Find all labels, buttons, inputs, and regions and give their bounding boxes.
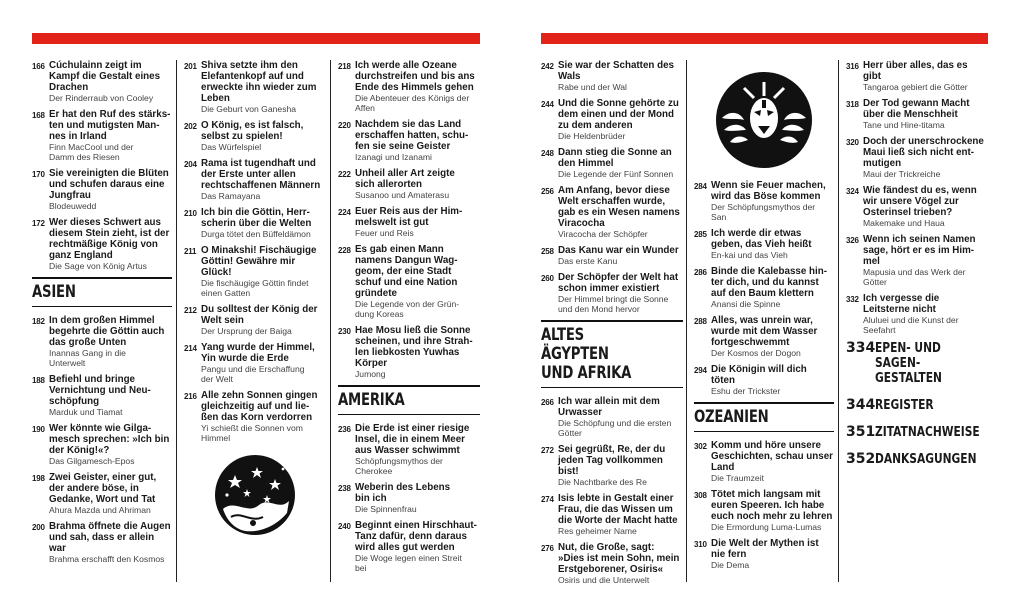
entry-text (201, 120, 326, 152)
page-number: 201 (184, 61, 197, 71)
entry-title: Es gab einen Mann namens Dangun Wag- geom, der eine Stadt schuf und eine Nation gründete (355, 244, 458, 299)
entry-text (355, 482, 480, 514)
entry-title: Ich bin die Göttin, Herr- scherin über die Welten (201, 207, 312, 229)
entry-subtitle: Tangaroa gebiert die Götter (863, 82, 968, 92)
entry-subtitle: Yi schießt die Sonnen vom Himmel (201, 423, 303, 443)
page-number: 200 (32, 522, 45, 532)
entry-title: In dem großen Himmel begehrte die Göttin auch das große Unten (49, 315, 165, 348)
entry-text (49, 374, 172, 417)
entry-title: Shiva setzte ihm den Elefantenkopf auf und erweckte ihn wieder zum Leben (201, 60, 317, 104)
page-number: 212 (184, 305, 197, 315)
page-number: 238 (338, 483, 351, 493)
toc-entry[interactable] (338, 119, 480, 162)
page-number: 202 (184, 121, 197, 131)
entry-text (558, 60, 683, 92)
page-number: 334 (846, 340, 876, 356)
entry-text (558, 542, 683, 585)
page-number: 244 (541, 99, 554, 109)
entry-subtitle: Res geheimer Name (558, 526, 637, 536)
entry-title: Alle zehn Sonnen gingen gleichzeitig auf und lie- ßen das Korn verdorren (201, 390, 318, 423)
page-number: 216 (184, 391, 197, 401)
entry-subtitle: Schöpfungsmythos der Cherokee (355, 456, 443, 476)
entry-title: Ich werde dir etwas geben, das Vieh heißt (711, 228, 812, 250)
toc-column-3 (338, 60, 480, 579)
toc-entry[interactable] (541, 185, 683, 239)
toc-entry[interactable] (338, 520, 480, 573)
entry-subtitle: Der Himmel bringt die Sonne und den Mond hervor (558, 294, 669, 314)
page-number: 198 (32, 473, 45, 483)
page-number: 224 (338, 207, 351, 217)
page-number: 285 (694, 229, 707, 239)
entry-title: Sei gegrüßt, Re, der du jeden Tag vollkommen bist! (558, 444, 666, 477)
entry-text (558, 272, 683, 314)
toc-entry[interactable] (846, 185, 988, 228)
page-number: 351 (846, 424, 876, 440)
entry-text (49, 60, 172, 103)
page-number: 236 (338, 424, 351, 434)
toc-entry[interactable] (184, 304, 326, 336)
entry-subtitle: Izanagi und Izanami (355, 152, 432, 162)
entry-title: Binde die Kalebasse hin- ter dich, und du kannst auf den Baum klettern (711, 266, 827, 299)
page-number: 182 (32, 316, 45, 326)
page-number: 294 (694, 365, 707, 375)
entry-text (711, 180, 834, 222)
toc-entry[interactable] (184, 120, 326, 152)
entry-subtitle: Aluluei und die Kunst der Seefahrt (863, 315, 959, 335)
toc-entry[interactable] (694, 180, 834, 222)
page-number: 242 (541, 61, 554, 71)
entry-subtitle: Die Legende der Fünf Sonnen (558, 169, 674, 179)
entry-text (201, 245, 326, 298)
entry-subtitle: Susanoo und Amaterasu (355, 190, 450, 200)
entry-title: Der Schöpfer der Welt hat schon immer existiert (558, 272, 679, 294)
entry-subtitle: Die Dema (711, 560, 750, 570)
back-matter-title: REGISTER (875, 398, 934, 413)
entry-subtitle: Die Ermordung Luma-Lumas (711, 522, 822, 532)
entry-subtitle: Der Schöpfungsmythos der San (711, 202, 816, 222)
back-matter-entry[interactable] (846, 425, 988, 440)
page-number: 230 (338, 326, 351, 336)
entry-title: Der Tod gewann Macht über die Menschheit (863, 98, 970, 120)
toc-entry[interactable] (541, 245, 683, 266)
entry-text (355, 206, 480, 238)
entry-title: Isis lebte in Gestalt einer Frau, die das Wissen um die Worte der Macht hatte (558, 493, 678, 526)
toc-entry[interactable] (184, 390, 326, 443)
toc-column-6 (846, 60, 988, 479)
entry-text (355, 168, 480, 200)
toc-entry[interactable] (32, 472, 172, 515)
entry-subtitle: Die Traumzeit (711, 473, 765, 483)
entry-text (558, 147, 683, 179)
entry-title: Das Kanu war ein Wunder (558, 245, 679, 256)
page-number: 326 (846, 235, 859, 245)
night-sky-globe-icon (184, 453, 326, 537)
toc-column-4 (541, 60, 683, 591)
toc-entry[interactable] (694, 489, 834, 532)
entry-title: Komm und höre unsere Geschichten, schau unser Land (711, 440, 833, 473)
entry-title: Wie fändest du es, wenn wir unsere Vögel zur Osterinsel trieben? (863, 185, 977, 218)
entry-subtitle: Die Heldenbrüder (558, 131, 626, 141)
toc-entry[interactable] (32, 315, 172, 368)
page-number: 274 (541, 494, 554, 504)
entry-text (711, 538, 834, 570)
entry-text (863, 98, 988, 130)
entry-title: Er hat den Ruf des stärks- ten und mutigsten Man- nes in Irland (49, 109, 171, 142)
entry-title: Herr über alles, das es gibt (863, 60, 968, 82)
entry-subtitle: Die Legende von der Grün- dung Koreas (355, 299, 460, 319)
page-number: 240 (338, 521, 351, 531)
toc-entry[interactable] (338, 244, 480, 319)
toc-entry[interactable] (541, 147, 683, 179)
toc-entry[interactable] (32, 168, 172, 211)
entry-title: Wenn ich seinen Namen sage, hört er es im Him- mel (863, 234, 976, 267)
entry-text (201, 60, 326, 114)
entry-subtitle: Marduk und Tiamat (49, 407, 123, 417)
toc-entry[interactable] (541, 493, 683, 536)
entry-subtitle: Finn MacCool und der Damm des Riesen (49, 142, 134, 162)
entry-text (711, 489, 834, 532)
entry-text (49, 217, 172, 271)
entry-text (863, 293, 988, 335)
section-title: AMERIKA (338, 390, 405, 410)
page-number: 318 (846, 99, 859, 109)
entry-title: Brahma öffnete die Augen und sah, dass er allein war (49, 521, 171, 554)
entry-text (355, 119, 480, 162)
entry-subtitle: Ahura Mazda und Ahriman (49, 505, 151, 515)
page-number: 352 (846, 451, 876, 467)
entry-text (201, 390, 326, 443)
toc-entry[interactable] (846, 136, 988, 179)
entry-text (355, 244, 480, 319)
entry-subtitle: Maui der Trickreiche (863, 169, 941, 179)
page-number: 310 (694, 539, 707, 549)
entry-subtitle: Anansi die Spinne (711, 299, 781, 309)
entry-subtitle: Die Abenteuer des Königs der Affen (355, 93, 470, 113)
page-number: 320 (846, 137, 859, 147)
entry-subtitle: Die Geburt von Ganesha (201, 104, 297, 114)
page-number: 302 (694, 441, 707, 451)
section-heading (541, 320, 683, 388)
toc-column-1 (32, 60, 172, 570)
toc-column-5 (694, 60, 834, 576)
entry-subtitle: Mapusia und das Werk der Götter (863, 267, 966, 287)
toc-entry[interactable] (338, 423, 480, 476)
entry-subtitle: Tane und Hine-titama (863, 120, 945, 130)
entry-title: Sie vereinigten die Blüten und schufen daraus eine Jungfrau (49, 168, 169, 201)
entry-subtitle: Die Schöpfung und die ersten Götter (558, 418, 672, 438)
entry-title: Dann stieg die Sonne an den Himmel (558, 147, 672, 169)
entry-title: Euer Reis aus der Him- melswelt ist gut (355, 206, 463, 228)
entry-text (558, 493, 683, 536)
column-divider (330, 60, 331, 582)
entry-subtitle: Die fischäugige Göttin findet einen Gatten (201, 278, 309, 298)
entry-text (558, 444, 683, 487)
page-number: 220 (338, 120, 351, 130)
entry-title: Du solltest der König der Welt sein (201, 304, 318, 326)
entry-title: Nut, die Große, sagt: »Dies ist mein Sohn, mein Erstgeborener, Osiris« (558, 542, 680, 575)
toc-entry[interactable] (694, 266, 834, 309)
toc-entry[interactable] (846, 60, 988, 92)
entry-subtitle: Das Würfelspiel (201, 142, 262, 152)
entry-subtitle: Osiris und die Unterwelt (558, 575, 650, 585)
right-page-red-bar (541, 33, 988, 44)
entry-text (355, 325, 480, 379)
entry-text (355, 423, 480, 476)
entry-text (201, 207, 326, 239)
page-number: 260 (541, 273, 554, 283)
entry-subtitle: Die Woge legen einen Streit bei (355, 553, 462, 573)
page-number: 166 (32, 61, 45, 71)
entry-text (49, 423, 172, 466)
entry-text (201, 342, 326, 384)
toc-entry[interactable] (184, 245, 326, 298)
section-title: ALTES ÄGYPTEN UND AFRIKA (541, 325, 632, 383)
entry-text (863, 185, 988, 228)
entry-subtitle: Das Gilgamesch-Epos (49, 456, 135, 466)
toc-entry[interactable] (184, 207, 326, 239)
toc-entry[interactable] (541, 444, 683, 487)
back-matter-title: EPEN- UND SAGEN- GESTALTEN (875, 341, 943, 386)
back-matter-title: ZITATNACHWEISE (875, 425, 980, 440)
entry-text (355, 520, 480, 573)
entry-title: Ich werde alle Ozeane durchstreifen und bis ans Ende des Himmels gehen (355, 60, 475, 93)
page-number: 288 (694, 316, 707, 326)
section-heading (338, 385, 480, 415)
entry-subtitle: Blodeuwedd (49, 201, 97, 211)
page-number: 172 (32, 218, 45, 228)
page-number: 170 (32, 169, 45, 179)
entry-subtitle: Die Nachtbarke des Re (558, 477, 647, 487)
page-number: 308 (694, 490, 707, 500)
toc-entry[interactable] (338, 206, 480, 238)
toc-entry[interactable] (32, 374, 172, 417)
entry-subtitle: Inannas Gang in die Unterwelt (49, 348, 126, 368)
page-number: 204 (184, 159, 197, 169)
entry-title: Hae Mosu ließ die Sonne scheinen, und ihre Strah- len liebkosten Yuwhas Körper (355, 325, 473, 369)
entry-title: Zwei Geister, einer gut, der andere böse, in Gedanke, Wort und Tat (49, 472, 157, 505)
entry-subtitle: Die Spinnenfrau (355, 504, 417, 514)
toc-entry[interactable] (541, 98, 683, 141)
page-number: 210 (184, 208, 197, 218)
entry-text (49, 521, 172, 564)
toc-entry[interactable] (32, 423, 172, 466)
entry-title: Unheil aller Art zeigte sich allerorten (355, 168, 455, 190)
entry-title: Ich war allein mit dem Urwasser (558, 396, 660, 418)
toc-entry[interactable] (338, 60, 480, 113)
entry-subtitle: Das Ramayana (201, 191, 261, 201)
entry-text (49, 472, 172, 515)
entry-text (558, 396, 683, 438)
toc-entry[interactable] (541, 542, 683, 585)
page-number: 218 (338, 61, 351, 71)
entry-title: O Minakshi! Fischäugige Göttin! Gewähre mir Glück! (201, 245, 317, 278)
entry-text (711, 228, 834, 260)
back-matter-entry[interactable] (846, 398, 988, 413)
entry-text (863, 234, 988, 287)
page-number: 266 (541, 397, 554, 407)
toc-entry[interactable] (32, 521, 172, 564)
toc-entry[interactable] (32, 60, 172, 103)
entry-subtitle: Der Kosmos der Dogon (711, 348, 801, 358)
page-number: 222 (338, 169, 351, 179)
section-heading (32, 277, 172, 307)
entry-title: Wer dieses Schwert aus diesem Stein zieht, ist der rechtmäßige König von ganz England (49, 217, 170, 261)
toc-entry[interactable] (846, 293, 988, 335)
entry-subtitle: Die Sage von König Artus (49, 261, 147, 271)
entry-text (558, 245, 683, 266)
column-divider (176, 60, 177, 582)
entry-text (355, 60, 480, 113)
entry-text (201, 158, 326, 201)
entry-title: Doch der unerschrockene Maui ließ sich nicht ent- mutigen (863, 136, 984, 169)
page-number: 258 (541, 246, 554, 256)
page-number: 190 (32, 424, 45, 434)
page-number: 168 (32, 110, 45, 120)
page-number: 256 (541, 186, 554, 196)
section-title: OZEANIEN (694, 407, 769, 427)
section-heading (694, 402, 834, 432)
entry-title: Ich vergesse die Leitsterne nicht (863, 293, 940, 315)
entry-subtitle: Eshu der Trickster (711, 386, 781, 396)
entry-title: Befiehl und bringe Vernichtung und Neu- schöpfung (49, 374, 151, 407)
entry-title: Und die Sonne gehörte zu dem einen und der Mond zu dem anderen (558, 98, 679, 131)
page-number: 284 (694, 181, 707, 191)
entry-title: Yang wurde der Himmel, Yin wurde die Erde (201, 342, 315, 364)
page-number: 332 (846, 294, 859, 304)
entry-title: Rama ist tugendhaft und der Erste unter allen rechtschaffenen Männern (201, 158, 321, 191)
entry-title: Beginnt einen Hirschhaut- Tanz dafür, denn daraus wird alles gut werden (355, 520, 477, 553)
page-number: 228 (338, 245, 351, 255)
entry-text (558, 185, 683, 239)
entry-title: Cúchulainn zeigt im Kampf die Gestalt eines Drachen (49, 60, 161, 93)
page-number: 316 (846, 61, 859, 71)
entry-subtitle: Pangu und die Erschaffung der Welt (201, 364, 305, 384)
page-number: 344 (846, 397, 876, 413)
toc-entry[interactable] (338, 168, 480, 200)
entry-title: Die Erde ist einer riesige Insel, die in einem Meer aus Wasser schwimmt (355, 423, 470, 456)
entry-text (711, 440, 834, 483)
entry-text (863, 60, 988, 92)
entry-title: Wer könnte wie Gilga- mesch sprechen: »Ich bin der König!«? (49, 423, 170, 456)
entry-title: Am Anfang, bevor diese Welt erschaffen wurde, gab es ein Wesen namens Viracocha (558, 185, 680, 229)
toc-entry[interactable] (694, 538, 834, 570)
entry-text (49, 109, 172, 162)
left-page-red-bar (32, 33, 480, 44)
toc-entry[interactable] (694, 315, 834, 358)
entry-title: O König, es ist falsch, selbst zu spielen! (201, 120, 304, 142)
toc-column-2 (184, 60, 326, 547)
entry-subtitle: En-kai und das Vieh (711, 250, 788, 260)
toc-entry[interactable] (338, 325, 480, 379)
column-divider (838, 60, 839, 582)
toc-entry[interactable] (541, 60, 683, 92)
toc-entry[interactable] (32, 217, 172, 271)
entry-title: Sie war der Schatten des Wals (558, 60, 674, 82)
entry-text (49, 168, 172, 211)
toc-entry[interactable] (694, 364, 834, 396)
page-number: 272 (541, 445, 554, 455)
entry-title: Tötet mich langsam mit euren Speeren. Ich habe euch noch mehr zu lehren (711, 489, 833, 522)
toc-entry[interactable] (846, 98, 988, 130)
back-matter-entry[interactable] (846, 341, 988, 386)
winged-mask-icon (694, 70, 834, 170)
entry-title: Weberin des Lebens bin ich (355, 482, 451, 504)
column-divider (686, 60, 687, 582)
entry-text (863, 136, 988, 179)
page-number: 276 (541, 543, 554, 553)
page-number: 214 (184, 343, 197, 353)
page-number: 286 (694, 267, 707, 277)
page-number: 324 (846, 186, 859, 196)
entry-title: Wenn sie Feuer machen, wird das Böse kommen (711, 180, 826, 202)
toc-entry[interactable] (32, 109, 172, 162)
entry-subtitle: Jumong (355, 369, 386, 379)
entry-subtitle: Der Ursprung der Baiga (201, 326, 292, 336)
entry-subtitle: Brahma erschafft den Kosmos (49, 554, 165, 564)
toc-entry[interactable] (846, 234, 988, 287)
entry-subtitle: Das erste Kanu (558, 256, 618, 266)
toc-entry[interactable] (694, 440, 834, 483)
entry-text (201, 304, 326, 336)
toc-entry[interactable] (184, 60, 326, 114)
entry-text (711, 364, 834, 396)
entry-title: Nachdem sie das Land erschaffen hatten, schu- fen sie seine Geister (355, 119, 469, 152)
section-title: ASIEN (32, 282, 76, 302)
toc-entry[interactable] (184, 342, 326, 384)
entry-subtitle: Der Rinderraub von Cooley (49, 93, 154, 103)
toc-entry[interactable] (184, 158, 326, 201)
entry-subtitle: Feuer und Reis (355, 228, 414, 238)
page-number: 188 (32, 375, 45, 385)
entry-subtitle: Viracocha der Schöpfer (558, 229, 648, 239)
page-number: 248 (541, 148, 554, 158)
toc-entry[interactable] (541, 396, 683, 438)
toc-entry[interactable] (694, 228, 834, 260)
entry-text (49, 315, 172, 368)
entry-subtitle: Durga tötet den Büffeldämon (201, 229, 311, 239)
entry-text (711, 315, 834, 358)
back-matter-title: DANKSAGUNGEN (875, 452, 977, 467)
entry-subtitle: Rabe und der Wal (558, 82, 627, 92)
toc-entry[interactable] (338, 482, 480, 514)
entry-title: Die Königin will dich töten (711, 364, 807, 386)
back-matter-entry[interactable] (846, 452, 988, 467)
entry-title: Alles, was unrein war, wurde mit dem Wasser fortgeschwemmt (711, 315, 818, 348)
entry-text (558, 98, 683, 141)
entry-text (711, 266, 834, 309)
entry-subtitle: Makemake und Haua (863, 218, 945, 228)
entry-title: Die Welt der Mythen ist nie fern (711, 538, 819, 560)
toc-entry[interactable] (541, 272, 683, 314)
page-number: 211 (184, 246, 197, 256)
